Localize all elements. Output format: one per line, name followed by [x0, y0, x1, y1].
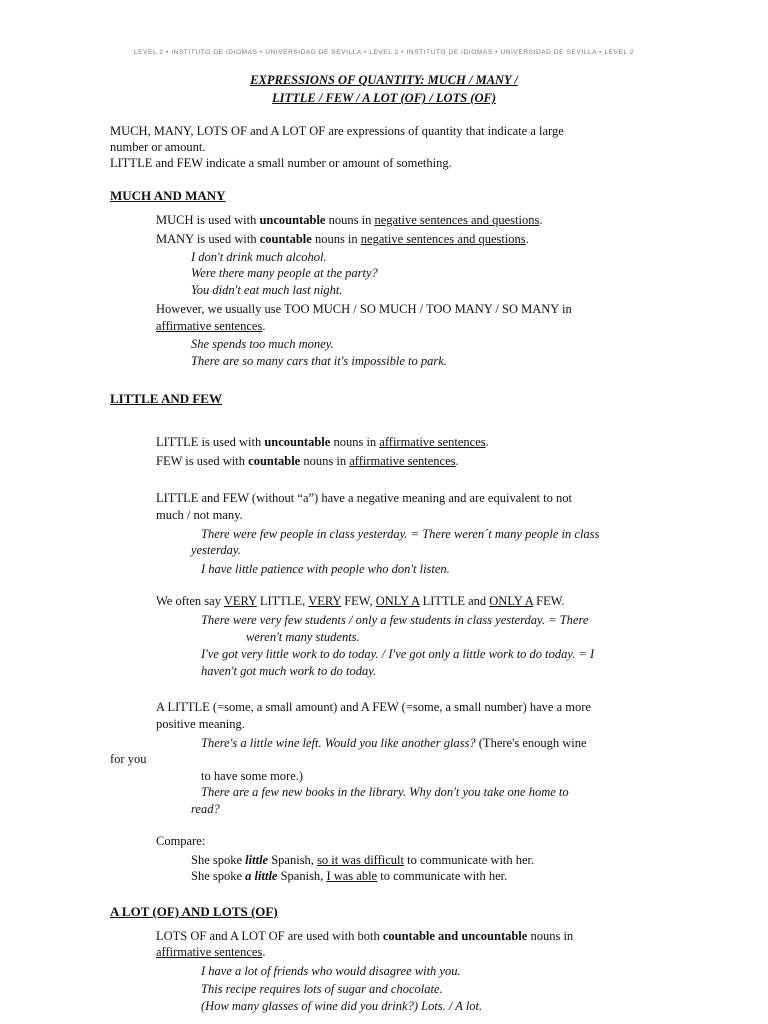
- many-rule: MANY is used with countable nouns in negative sentences and questions.: [156, 232, 529, 246]
- a-lot-rule-line-2: affirmative sentences.: [156, 945, 266, 959]
- example-little-1: I have little patience with people who don't listen.: [201, 562, 450, 576]
- example-a-lot-2: (How many glasses of wine did you drink?) Lots. / A lot.: [201, 999, 483, 1013]
- example-so-many: There are so many cars that it's impossible to park.: [191, 354, 447, 368]
- compare-line-2: She spoke a little Spanish, I was able to communicate with her.: [191, 869, 508, 883]
- negative-meaning-line-1: LITTLE and FEW (without “a”) have a negative meaning and are equivalent to not: [156, 491, 572, 505]
- example-a-little-b: for you: [110, 752, 147, 766]
- however-line-1: However, we usually use TOO MUCH / SO MUCH / TOO MANY / SO MANY in: [156, 302, 572, 316]
- however-line-2: affirmative sentences.: [156, 319, 266, 333]
- heading-a-lot: A LOT (OF) AND LOTS (OF): [110, 904, 278, 919]
- running-header: LEVEL 2 • INSTITUTO DE IDIOMAS • UNIVERSIDAD DE SEVILLA • LEVEL 2 • INSTITUTO DE IDIOMAS • UNIVERSIDAD DE SEVILLA • LEVEL 2: [133, 49, 635, 56]
- a-lot-rule-line-1: LOTS OF and A LOT OF are used with both countable and uncountable nouns in: [156, 929, 574, 943]
- title-line-2: LITTLE / FEW / A LOT (OF) / LOTS (OF): [272, 91, 496, 105]
- example-very-little-b: haven't got much work to do today.: [201, 664, 377, 678]
- example-a-few-b: read?: [191, 802, 220, 816]
- compare-line-1: She spoke little Spanish, so it was difficult to communicate with her.: [191, 853, 535, 867]
- example-a-few-a: There are a few new books in the library. Why don't you take one home to: [201, 785, 569, 799]
- intro-line-2: number or amount.: [110, 140, 206, 154]
- example-few-1a: There were few people in class yesterday. = There weren´t many people in class: [201, 527, 600, 541]
- example-very-little-a: I've got very little work to do today. / I've got only a little work to do today. = I: [201, 647, 595, 661]
- little-rule: LITTLE is used with uncountable nouns in affirmative sentences.: [156, 435, 489, 449]
- example-very-few-b: weren't many students.: [246, 630, 360, 644]
- title-line-1: EXPRESSIONS OF QUANTITY: MUCH / MANY /: [250, 73, 518, 87]
- positive-meaning-line-2: positive meaning.: [156, 717, 245, 731]
- example-few-1b: yesterday.: [191, 543, 241, 557]
- example-lots-1: This recipe requires lots of sugar and chocolate.: [201, 982, 443, 996]
- example-many-1: Were there many people at the party?: [191, 266, 378, 280]
- example-a-little-c: to have some more.): [201, 769, 304, 783]
- example-very-few-a: There were very few students / only a few students in class yesterday. = There: [201, 613, 589, 627]
- intro-line-3: LITTLE and FEW indicate a small number or amount of something.: [110, 156, 452, 170]
- example-a-lot-1: I have a lot of friends who would disagree with you.: [201, 964, 461, 978]
- positive-meaning-line-1: A LITTLE (=some, a small amount) and A FEW (=some, a small number) have a more: [156, 700, 591, 714]
- example-much-2: You didn't eat much last night.: [191, 283, 343, 297]
- example-a-little-a: There's a little wine left. Would you like another glass? (There's enough wine: [201, 736, 587, 750]
- negative-meaning-line-2: much / not many.: [156, 508, 243, 522]
- intro-line-1: MUCH, MANY, LOTS OF and A LOT OF are expressions of quantity that indicate a large: [110, 124, 564, 138]
- heading-little-few: LITTLE AND FEW: [110, 391, 222, 406]
- heading-much-many: MUCH AND MANY: [110, 188, 226, 203]
- few-rule: FEW is used with countable nouns in affirmative sentences.: [156, 454, 459, 468]
- much-rule: MUCH is used with uncountable nouns in negative sentences and questions.: [156, 213, 543, 227]
- example-too-much: She spends too much money.: [191, 337, 334, 351]
- compare-label: Compare:: [156, 834, 206, 848]
- very-only-rule: We often say VERY LITTLE, VERY FEW, ONLY A LITTLE and ONLY A FEW.: [156, 594, 565, 608]
- example-much-1: I don't drink much alcohol.: [191, 250, 327, 264]
